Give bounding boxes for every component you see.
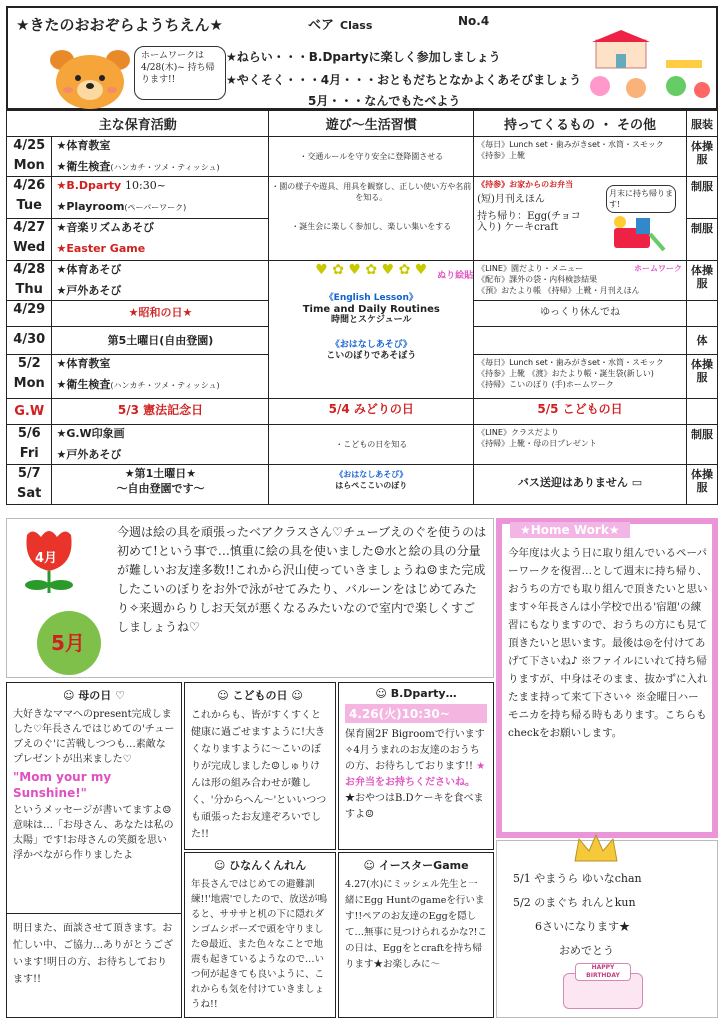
row-bring: 《毎日》Lunch set・歯みがきset・水筒・スモック 《持参》上靴 《渡》おたより帳・誕生袋(新しい) 《持帰》こいのぼり (手)ホームワーク [474,355,687,399]
bottom-section [6,518,718,1018]
birthday-line: 5/2 のまぐち れんとkun [513,896,636,909]
row-activity: ★体育あそび ★戸外あそび [52,261,269,301]
row-date: 4/28 Thu [7,261,52,301]
crown-icon [571,833,621,863]
row-clothes: 制服 [686,177,717,219]
row-date: 4/29 [7,301,52,327]
row-clothes [686,399,717,425]
birthday-cake-icon: HAPPY BIRTHDAY [553,963,653,1011]
row-play: 5/4 みどりの日 [269,399,474,425]
row-activity: 5/3 憲法記念日 [52,399,269,425]
row-date: G.W [7,399,52,425]
school-name: ★きたのおおぞらようちえん★ [16,16,223,34]
issue-number: No.4 [458,14,490,28]
birthday-line: 6さいになります★ [535,920,630,933]
table-row [7,261,718,301]
row-date: 5/6 Fri [7,425,52,465]
childrens-day-text: これからも、皆がすくすくと健康に過ごせますように!大きくなりますように～こいのぼりが完成しました☺しゅりけんは形の組み合わせが難しく、'分からへん～'といいつつも頑張ったお友達ぞろいでした!! [191,710,327,840]
easter-game-box [338,852,494,1018]
row-clothes: 体操服 [686,355,717,399]
row-bring: 《毎日》Lunch set・歯みがきset・水筒・スモック 《持参》上靴 [474,137,687,177]
evacuation-drill-text: 年長さんではじめての避難訓練!!'地震'でしたので、放送が鳴ると、サササと机の下に隠れダンゴムシポーズで頭を守りました☺最近、また色々なことで地震も起きているようなので…いつ何が起きても良いように、これからも気を付けていきましょうね!! [191,879,328,1010]
newsletter-page [6,6,718,1018]
easter-game-title: ☺ イースターGame [363,859,469,872]
playground-icon [606,214,666,254]
easter-game-text: 4.27(水)にミッシェル先生と一緒にEgg Huntのgameを行います!!ペアのお友達のEggを隠して…無事に見つけられるかな?!この日は、Eggをとcraftを持ち帰ります★お楽しみに～ [345,879,487,970]
mothers-day-text: 大好きなママへのpresent完成しました♡年長さんではじめての'チューブえのぐ'に苦戦しつつも…素敵なプレゼントが出来ました♡ "Mom your my Sunshine!" というメッセージが書いてますよ☺意味は…「お母さん、あなたは私の太陽」です!お母さんの笑顔を思い浮かべながら作りましたよ [13,709,175,861]
birthday-box [496,840,718,1018]
header [6,6,718,110]
promise-april: ★やくそく・・・4月・・・おともだちとなかよくあそびましょう [226,73,582,87]
bear-icon [48,46,132,110]
evacuation-drill-title: ☺ ひなんくんれん [213,859,307,872]
row-activity: 第5土曜日(自由登園) [52,327,269,355]
class-name: ベア Class [308,18,373,33]
bd-party-text: 保育園2F Bigroomで行います✧4月うまれのお友達のおうちの方、お待ちしております!! ★お弁当をお持ちくださいね。 ★おやつはB.Dケーキを食べますよ☺ [345,729,486,820]
mothers-day-box [6,682,182,1018]
col-bring-header: 持ってくるもの ・ その他 [474,111,687,137]
doodle-note: ぬり絵貼 [437,271,474,281]
row-bring: 5/5 こどもの日 [474,399,687,425]
month-april: 4月 [35,551,58,566]
month-may: 5月 [51,631,85,655]
row-activity: ★第1土曜日★ ～自由登園です～ [52,465,269,505]
birthday-line: おめでとう [559,944,614,957]
row-date: 4/25 Mon [7,137,52,177]
homework-title: ★Home Work★ [510,522,630,538]
bd-party-box [338,682,494,850]
row-date: 4/30 [7,327,52,355]
schedule-table [6,110,718,505]
row-bring: バス送迎はありません ▭ [474,465,687,505]
weekly-text: 今週は絵の具を頑張ったベアクラスさん♡チューブえのぐを使うのは初めて!という事で…慎重に絵の具を使いました☺水と絵の具の分量が難しいお友達多数!!これから沢山使っていきましょうね☺また完成したこいのぼりをお外で泳がせてみたり、バルーンをはじめてみたり✧来週からりしお天気が悪くなるみたいなので室内で楽しくすごしましょうね♡ [117,525,487,634]
row-date: 5/2 Mon [7,355,52,399]
interview-text: 明日また、面談させて頂きます。お忙しい中、ご協力…ありがとうございます!明日の方、お待ちしております!! [7,913,181,994]
col-activity-header: 主な保育活動 [7,111,269,137]
col-clothes-header: 服装 [686,111,717,137]
row-play: 《おはなしあそび》 はらぺここいのぼり [269,465,474,505]
row-bring: 《LINE》クラスだより 《持帰》上靴・母の日プレゼント [474,425,687,465]
bd-party-time: 4.26(火)10:30~ [345,704,487,723]
row-date: 4/27 Wed [7,219,52,261]
row-bring: 《LINE》園だより・メニュー 《配布》課外の袋・内科検診結果 《預》おたより帳 《持帰》上靴・月刊えほん ホームワーク [474,261,687,301]
row-clothes: 体操服 [686,465,717,505]
promise-may: 5月・・・なんでもたべよう [308,94,461,108]
row-play: ・交通ルールを守り安全に登降園させる [269,137,474,177]
kids-illustration-icon [576,30,716,108]
table-row [7,425,718,465]
bus-icon: ▭ [631,476,643,489]
row-activity: ★B.Dparty 10:30~ ★Playroom(ペーパーワーク) [52,177,269,219]
row-bring: 《持参》お家からのお弁当 (短)月刊えほん 持ち帰り：Egg(チョコ入り) ケーキcraft 月末に持ち帰ります! [474,177,687,261]
bring-note: 月末に持ち帰ります! [606,185,676,213]
bring-note: ホームワーク [633,264,682,273]
homework-text: 今年度は火よう日に取り組んでいるペーパーワークを復習…として週末に持ち帰り、おうちの方でも取り組んで頂きたいと思います✧年長さんは小学校で出る'宿題'の練習にもなりますので、おうちの方にも見て頂きたいと思います。最後は◎を付けてあげて下さいね♪ ※ファイルにいれて持ち帰りますが、中身はそのまま、抜かずに入れたまま持って来て下さい✧ ※金曜日ハーモニカを持ち帰る時もあります。こちらもcheckをお願いします。 [508,547,708,739]
childrens-day-title: ☺ こどもの日 ☺ [217,689,303,702]
row-activity: ★音楽リズムあそび ★Easter Game [52,219,269,261]
table-row [7,399,718,425]
row-bring [474,327,687,355]
row-clothes: 体 [686,327,717,355]
row-clothes: 制服 [686,219,717,261]
class-label: Class [340,19,373,32]
birthday-line: 5/1 やまうら ゆいなchan [513,872,642,885]
row-clothes: 体操服 [686,137,717,177]
row-play-extra: ♥ ✿ ♥ ✿ ♥ ✿ ♥ ぬり絵貼 《English Lesson》 Time and Daily Routines 時間とスケジュール 《おはなしあそび》 こいのぼりであそぼう [269,261,474,399]
birthday-text [513,867,713,963]
row-activity: ★体育教室 ★衛生検査(ハンカチ・ツメ・ティッシュ) [52,355,269,399]
row-play: ・園の様子や遊具、用具を観察し、正しい使い方や名前を知る。 ・誕生会に楽しく参加し、楽しい集いをする [269,177,474,261]
row-clothes [686,301,717,327]
table-row [7,177,718,219]
homework-bubble: ホームワークは 4/28(木)~ 持ち帰ります!! [134,46,226,100]
row-date: 5/7 Sat [7,465,52,505]
row-date: 4/26 Tue [7,177,52,219]
weekly-report [6,518,494,678]
aim-text: ★ねらい・・・B.Dpartyに楽しく参加しましょう [226,50,501,64]
row-play: ・こどもの日を知る [269,425,474,465]
mothers-day-title: ☺ 母の日 ♡ [63,689,125,702]
row-clothes: 制服 [686,425,717,465]
table-row [7,137,718,177]
bd-party-title: ☺ B.Dparty… [375,687,457,700]
homework-box [496,518,718,838]
evacuation-drill-box [184,852,336,1018]
row-activity: ★体育教室 ★衛生検査(ハンカチ・ツメ・ティッシュ) [52,137,269,177]
row-clothes: 体操服 [686,261,717,301]
row-bring: ゆっくり休んでね [474,301,687,327]
mothers-day-message: "Mom your my Sunshine!" [13,770,112,800]
childrens-day-box [184,682,336,850]
row-activity: ★昭和の日★ [52,301,269,327]
col-play-header: 遊び～生活習慣 [269,111,474,137]
table-row [7,465,718,505]
row-activity: ★G.W印象画 ★戸外あそび [52,425,269,465]
